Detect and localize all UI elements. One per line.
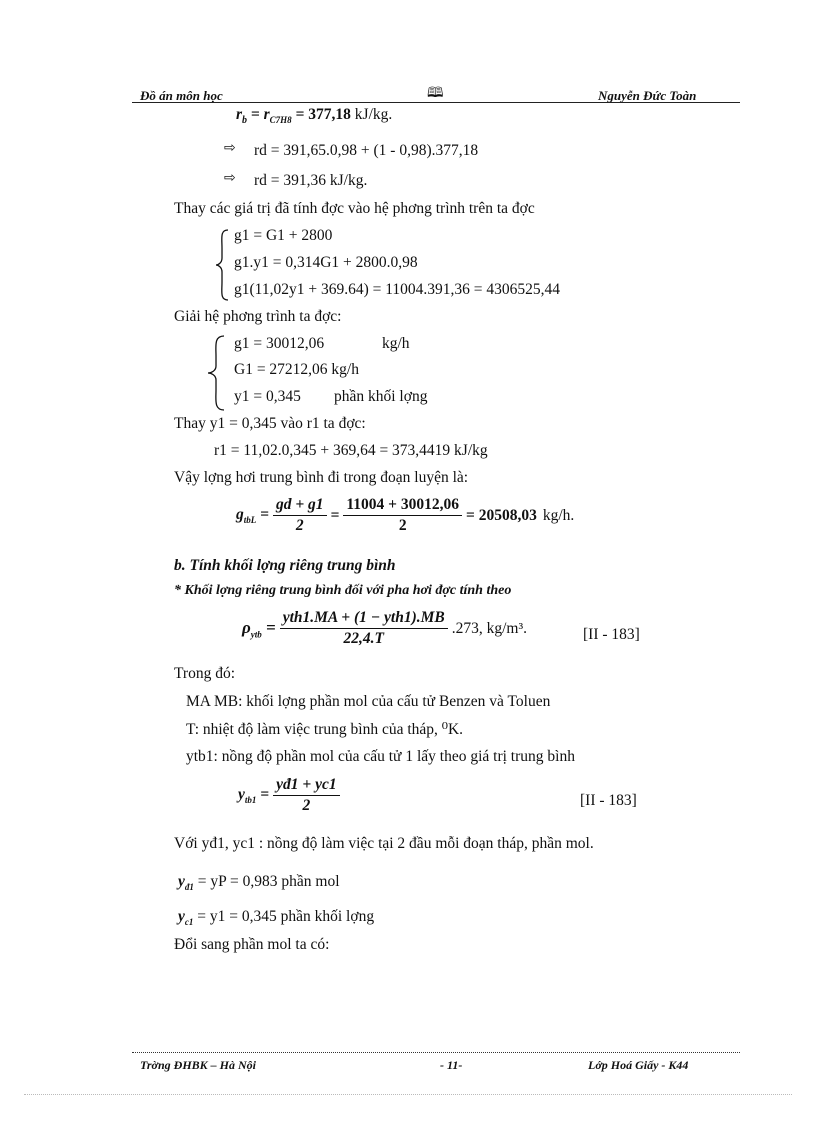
- gtbL-formula: $g_{tbL}$ = $\frac{gd + g1}{2}$ = $\frac{11004 + 30012,06}{2}$ = 20508,03 kg/h.: [236, 496, 575, 534]
- solution-G1: G1 = 27212,06 kg/h: [234, 361, 359, 378]
- solution-y1: y1 = 0,345: [234, 388, 301, 405]
- ytb-fraction: [273, 776, 339, 815]
- ytb-reference: [II - 183]: [580, 792, 637, 809]
- ytb-numerator: yđ1 + yc1: [273, 776, 339, 796]
- yc1-value: = y1 = 0,345 phần khối lợng: [197, 908, 375, 925]
- solution-brace: [206, 334, 226, 412]
- definition-ytb: ytb1: nồng độ phần mol của cấu tử 1 lấy theo giá trị trung bình: [186, 748, 575, 765]
- ytb-symbol: $y_{tb1}$ =: [238, 785, 270, 806]
- r1-calc: r1 = 11,02.0,345 + 369,64 = 373,4419 kJ/kg: [214, 442, 488, 459]
- system-brace: [214, 228, 230, 302]
- gtbL-numerator-1: gd + g1: [273, 496, 327, 516]
- page-bottom-rule: [24, 1094, 792, 1095]
- header-rule: [132, 102, 740, 103]
- footer-left: Trờng ĐHBK – Hà Nội: [140, 1058, 257, 1072]
- solution-g1: g1 = 30012,06: [234, 335, 325, 352]
- section-b-heading: b. Tính khối lợng riêng trung bình: [174, 557, 396, 574]
- yd1-value: = yP = 0,983 phần mol: [197, 873, 340, 890]
- substitute-y1: Thay y1 = 0,345 vào r1 ta đợc:: [174, 415, 366, 432]
- footer-rule: [132, 1052, 740, 1053]
- with-line: Với yđ1, yc1 : nồng độ làm việc tại 2 đầu mỗi đoạn tháp, phần mol.: [174, 835, 594, 852]
- rd-result: rd = 391,36 kJ/kg.: [254, 172, 368, 189]
- rho-tail: .273, kg/m³.: [451, 619, 528, 637]
- system-eq-1: g1 = G1 + 2800: [234, 227, 333, 244]
- yc1-line: [178, 908, 374, 927]
- rho-formula: [242, 609, 527, 648]
- rb-value: = 377,18: [295, 106, 351, 123]
- substitution-intro: Thay các giá trị đã tính đợc vào hệ phơng trình trên ta đợc: [174, 200, 535, 217]
- gtbL-result: = 20508,03: [466, 506, 537, 524]
- rho-symbol: $\rho_{ytb}$ =: [242, 617, 276, 640]
- solution-g1-unit: kg/h: [382, 335, 410, 352]
- rd-calc: rd = 391,65.0,98 + (1 - 0,98).377,18: [254, 142, 479, 159]
- section-b-subheading: * Khối lợng riêng trung bình đối với pha hơi đợc tính theo: [174, 583, 512, 598]
- yc1-symbol: $y_{c1}$: [178, 908, 194, 928]
- system-eq-2: g1.y1 = 0,314G1 + 2800.0,98: [234, 254, 418, 271]
- system-eq-3: g1(11,02y1 + 369.64) = 11004.391,36 = 4306525,44: [234, 281, 561, 298]
- gtbL-unit: kg/h.: [542, 506, 575, 524]
- convert-line: Đổi sang phần mol ta có:: [174, 936, 330, 953]
- definition-molar-mass: MA MB: khối lợng phần mol của cấu tử Benzen và Toluen: [186, 693, 551, 710]
- rho-reference: [II - 183]: [583, 626, 640, 643]
- yd1-line: [178, 873, 340, 892]
- where-label: Trong đó:: [174, 665, 236, 682]
- solve-intro: Giải hệ phơng trình ta đợc:: [174, 308, 342, 325]
- gtbL-denominator-2: 2: [398, 517, 407, 534]
- rb-unit: kJ/kg.: [354, 106, 393, 123]
- book-icon: 🕮: [427, 85, 444, 101]
- yd1-symbol: $y_{đ1}$: [178, 873, 194, 893]
- implies-icon: ⇨: [224, 170, 236, 186]
- definition-temperature: T: nhiệt độ làm việc trung bình của tháp, ⁰K.: [186, 721, 464, 738]
- solution-y1-unit: phần khối lợng: [334, 388, 428, 405]
- rho-fraction: [280, 609, 448, 648]
- gtbL-numerator-2: 11004 + 30012,06: [343, 496, 462, 516]
- rb-line: [236, 106, 392, 126]
- rb-symbol: $r_b = r_{C7H8}$: [236, 106, 292, 127]
- footer-center: - 11-: [440, 1058, 463, 1072]
- rho-denominator: 22,4.T: [343, 630, 384, 647]
- gtbL-symbol: $g_{tbL}$ =: [236, 505, 269, 526]
- footer-right: Lớp Hoá Giấy - K44: [588, 1058, 689, 1072]
- header-right: Nguyễn Đức Toàn: [598, 88, 697, 103]
- ytb-denominator: 2: [302, 797, 311, 814]
- gtbL-fraction-2: [343, 496, 462, 535]
- rho-numerator: yth1.MA + (1 − yth1).MB: [280, 609, 448, 629]
- header-left: Đồ án môn học: [140, 88, 223, 103]
- gtbL-denominator-1: 2: [295, 517, 304, 534]
- ytb-formula: [238, 776, 344, 815]
- gtbL-fraction-1: [273, 496, 327, 535]
- implies-icon: ⇨: [224, 140, 236, 156]
- average-intro: Vậy lợng hơi trung bình đi trong đoạn luyện là:: [174, 469, 469, 486]
